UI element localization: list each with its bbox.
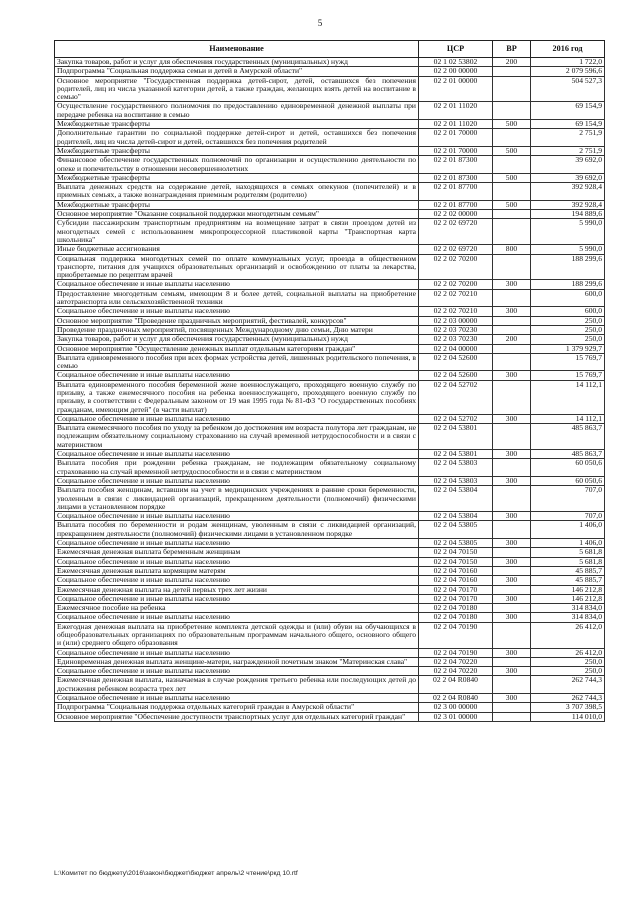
row-name-cell: Финансовое обеспечение государственных полномочий по организации и осуществлению деятельности по опеке и попечительству в отношении несовершеннолетних xyxy=(55,156,419,174)
row-sum-cell: 2 751,9 xyxy=(531,146,605,155)
table-row xyxy=(55,576,605,585)
row-vr-cell: 300 xyxy=(493,594,531,603)
row-sum-cell: 188 299,6 xyxy=(531,254,605,280)
table-row xyxy=(55,289,605,307)
row-vr-cell xyxy=(493,210,531,219)
row-csr-cell: 02 2 04 53801 xyxy=(419,450,493,459)
row-name-cell: Социальное обеспечение и иные выплаты населению xyxy=(55,576,419,585)
table-row xyxy=(55,380,605,414)
row-sum-cell: 114 010,0 xyxy=(531,712,605,721)
row-sum-cell: 250,0 xyxy=(531,335,605,344)
header-csr: ЦСР xyxy=(419,41,493,58)
row-sum-cell: 69 154,9 xyxy=(531,120,605,129)
row-vr-cell: 300 xyxy=(493,539,531,548)
table-row xyxy=(55,371,605,380)
row-name-cell: Иные бюджетные ассигнования xyxy=(55,245,419,254)
row-name-cell: Выплата денежных средств на содержание детей, находящихся в семьях опекунов (попечителей) и в приемных семьях, а также вознаграждения приемным родителям (родителю) xyxy=(55,183,419,201)
row-csr-cell: 02 2 04 70190 xyxy=(419,648,493,657)
row-csr-cell: 02 2 04 53805 xyxy=(419,521,493,539)
row-name-cell: Ежемесячная денежная выплата на детей первых трех лет жизни xyxy=(55,585,419,594)
row-sum-cell: 146 212,8 xyxy=(531,594,605,603)
row-name-cell: Основное мероприятие "Государственная поддержка детей-сирот, детей, оставшихся без попечения родителей, лиц из числа указанной категории детей, а также граждан, желающих взять детей на воспитание в семью" xyxy=(55,76,419,102)
row-csr-cell: 02 2 04 53803 xyxy=(419,476,493,485)
row-sum-cell: 250,0 xyxy=(531,667,605,676)
table-row xyxy=(55,712,605,721)
row-sum-cell: 485 863,7 xyxy=(531,450,605,459)
row-name-cell: Проведение праздничных мероприятий, посвященных Международному дню семьи, Дню матери xyxy=(55,325,419,334)
page-number: 5 xyxy=(317,18,323,28)
row-csr-cell: 02 2 04 70180 xyxy=(419,613,493,622)
row-vr-cell xyxy=(493,548,531,557)
row-name-cell: Межбюджетные трансферты xyxy=(55,173,419,182)
row-vr-cell xyxy=(493,254,531,280)
row-csr-cell: 02 2 02 69720 xyxy=(419,219,493,245)
table-row xyxy=(55,156,605,174)
row-vr-cell xyxy=(493,703,531,712)
row-csr-cell: 02 3 00 00000 xyxy=(419,703,493,712)
row-csr-cell: 02 2 01 11020 xyxy=(419,102,493,120)
row-vr-cell xyxy=(493,219,531,245)
row-name-cell: Осуществление государственного полномочия по предоставлению единовременной денежной выплаты при передаче ребенка на воспитание в семью xyxy=(55,102,419,120)
row-sum-cell: 250,0 xyxy=(531,657,605,666)
row-csr-cell: 02 2 04 70150 xyxy=(419,557,493,566)
row-vr-cell: 300 xyxy=(493,648,531,657)
row-sum-cell: 392 928,4 xyxy=(531,200,605,209)
row-sum-cell: 2 751,9 xyxy=(531,129,605,147)
row-sum-cell: 262 744,3 xyxy=(531,676,605,694)
budget-table xyxy=(54,40,605,722)
row-vr-cell xyxy=(493,183,531,201)
row-name-cell: Ежемесячная денежная выплата кормящим матерям xyxy=(55,566,419,575)
row-sum-cell: 262 744,3 xyxy=(531,694,605,703)
row-vr-cell: 300 xyxy=(493,613,531,622)
row-name-cell: Социальное обеспечение и иные выплаты населению xyxy=(55,307,419,316)
row-name-cell: Выплата пособия при рождении ребенка гражданам, не подлежащим обязательному социальному страхованию на случай временной нетрудоспособности и в связи с материнством xyxy=(55,459,419,477)
row-name-cell: Социальное обеспечение и иные выплаты населению xyxy=(55,539,419,548)
row-sum-cell: 2 079 596,6 xyxy=(531,67,605,76)
row-vr-cell: 300 xyxy=(493,694,531,703)
row-csr-cell: 02 2 02 70210 xyxy=(419,289,493,307)
row-sum-cell: 250,0 xyxy=(531,325,605,334)
row-vr-cell xyxy=(493,459,531,477)
row-vr-cell: 300 xyxy=(493,450,531,459)
row-name-cell: Выплата пособия женщинам, вставшим на учет в медицинских учреждениях в ранние сроки беременности, уволенным в связи с ликвидацией организаций, прекращением деятельности (полномочий) физическими лицами в установленном порядке xyxy=(55,486,419,512)
row-csr-cell: 02 3 01 00000 xyxy=(419,712,493,721)
row-vr-cell xyxy=(493,289,531,307)
row-sum-cell: 14 112,1 xyxy=(531,414,605,423)
row-sum-cell: 188 299,6 xyxy=(531,280,605,289)
row-vr-cell: 300 xyxy=(493,576,531,585)
row-name-cell: Социальное обеспечение и иные выплаты населению xyxy=(55,476,419,485)
row-name-cell: Основное мероприятие "Оказание социальной поддержки многодетным семьям" xyxy=(55,210,419,219)
row-sum-cell: 600,0 xyxy=(531,307,605,316)
row-vr-cell xyxy=(493,316,531,325)
table-row xyxy=(55,307,605,316)
row-name-cell: Дополнительные гарантии по социальной поддержке детей-сирот и детей, оставшихся без попечения родителей, лиц из числа детей-сирот и детей, оставшихся без попечения родителей xyxy=(55,129,419,147)
table-row xyxy=(55,613,605,622)
row-vr-cell: 500 xyxy=(493,200,531,209)
row-name-cell: Социальное обеспечение и иные выплаты населению xyxy=(55,371,419,380)
row-vr-cell: 200 xyxy=(493,58,531,67)
row-csr-cell: 02 2 04 53804 xyxy=(419,512,493,521)
row-vr-cell: 300 xyxy=(493,280,531,289)
row-sum-cell: 314 834,0 xyxy=(531,604,605,613)
row-sum-cell: 1 406,0 xyxy=(531,521,605,539)
table-row xyxy=(55,521,605,539)
table-row xyxy=(55,486,605,512)
row-vr-cell: 800 xyxy=(493,245,531,254)
row-csr-cell: 02 2 04 R0840 xyxy=(419,676,493,694)
row-name-cell: Социальное обеспечение и иные выплаты населению xyxy=(55,594,419,603)
table-row xyxy=(55,76,605,102)
row-csr-cell: 02 2 01 87700 xyxy=(419,200,493,209)
row-name-cell: Социальное обеспечение и иные выплаты населению xyxy=(55,694,419,703)
table-row xyxy=(55,67,605,76)
table-row xyxy=(55,353,605,371)
row-name-cell: Социальное обеспечение и иные выплаты населению xyxy=(55,648,419,657)
row-vr-cell: 300 xyxy=(493,414,531,423)
table-row xyxy=(55,219,605,245)
row-vr-cell xyxy=(493,76,531,102)
row-vr-cell: 500 xyxy=(493,173,531,182)
row-sum-cell: 45 885,7 xyxy=(531,566,605,575)
row-name-cell: Закупка товаров, работ и услуг для обеспечения государственных (муниципальных) нужд xyxy=(55,335,419,344)
table-row xyxy=(55,335,605,344)
row-vr-cell xyxy=(493,521,531,539)
row-csr-cell: 02 2 04 53805 xyxy=(419,539,493,548)
row-csr-cell: 02 2 01 70000 xyxy=(419,146,493,155)
header-vr: ВР xyxy=(493,41,531,58)
row-csr-cell: 02 2 01 70000 xyxy=(419,129,493,147)
row-sum-cell: 60 050,6 xyxy=(531,476,605,485)
row-vr-cell: 300 xyxy=(493,476,531,485)
table-row xyxy=(55,254,605,280)
row-csr-cell: 02 2 04 52600 xyxy=(419,371,493,380)
row-csr-cell: 02 2 01 11020 xyxy=(419,120,493,129)
row-csr-cell: 02 2 01 87700 xyxy=(419,183,493,201)
row-sum-cell: 15 769,7 xyxy=(531,371,605,380)
table-row xyxy=(55,129,605,147)
table-row xyxy=(55,676,605,694)
row-vr-cell xyxy=(493,424,531,450)
row-csr-cell: 02 2 04 70170 xyxy=(419,594,493,603)
row-sum-cell: 504 527,3 xyxy=(531,76,605,102)
row-csr-cell: 02 2 02 69720 xyxy=(419,245,493,254)
row-name-cell: Выплата ежемесячного пособия по уходу за ребенком до достижения им возраста полутора лет гражданам, не подлежащим обязательному социальному страхованию на случай временной нетрудоспособности и в связи с материнством xyxy=(55,424,419,450)
row-name-cell: Основное мероприятие "Проведение праздничных мероприятий, фестивалей, конкурсов" xyxy=(55,316,419,325)
row-sum-cell: 707,0 xyxy=(531,512,605,521)
row-csr-cell: 02 2 04 70160 xyxy=(419,576,493,585)
row-csr-cell: 02 2 04 70220 xyxy=(419,657,493,666)
row-sum-cell: 1 406,0 xyxy=(531,539,605,548)
row-sum-cell: 1 722,0 xyxy=(531,58,605,67)
row-vr-cell: 300 xyxy=(493,667,531,676)
row-sum-cell: 250,0 xyxy=(531,316,605,325)
row-sum-cell: 5 681,8 xyxy=(531,557,605,566)
table-row xyxy=(55,344,605,353)
row-name-cell: Межбюджетные трансферты xyxy=(55,200,419,209)
row-csr-cell: 02 2 04 70150 xyxy=(419,548,493,557)
row-csr-cell: 02 2 02 70210 xyxy=(419,307,493,316)
row-csr-cell: 02 1 02 53802 xyxy=(419,58,493,67)
row-sum-cell: 392 928,4 xyxy=(531,183,605,201)
row-csr-cell: 02 2 01 87300 xyxy=(419,156,493,174)
row-name-cell: Социальное обеспечение и иные выплаты населению xyxy=(55,613,419,622)
row-csr-cell: 02 2 04 R0840 xyxy=(419,694,493,703)
row-csr-cell: 02 2 04 52702 xyxy=(419,414,493,423)
row-vr-cell: 300 xyxy=(493,557,531,566)
row-vr-cell: 300 xyxy=(493,307,531,316)
row-name-cell: Ежемесячное пособие на ребенка xyxy=(55,604,419,613)
row-csr-cell: 02 2 03 00000 xyxy=(419,316,493,325)
row-name-cell: Социальное обеспечение и иные выплаты населению xyxy=(55,557,419,566)
row-csr-cell: 02 2 04 53801 xyxy=(419,424,493,450)
row-sum-cell: 14 112,1 xyxy=(531,380,605,414)
table-row xyxy=(55,102,605,120)
row-sum-cell: 314 834,0 xyxy=(531,613,605,622)
table-row xyxy=(55,316,605,325)
row-name-cell: Ежемесячная денежная выплата беременным женщинам xyxy=(55,548,419,557)
row-sum-cell: 39 692,0 xyxy=(531,156,605,174)
table-header-row xyxy=(55,41,605,58)
row-vr-cell: 300 xyxy=(493,512,531,521)
row-sum-cell: 485 863,7 xyxy=(531,424,605,450)
row-sum-cell: 45 885,7 xyxy=(531,576,605,585)
row-name-cell: Социальное обеспечение и иные выплаты населению xyxy=(55,667,419,676)
row-vr-cell: 500 xyxy=(493,120,531,129)
row-csr-cell: 02 2 04 53803 xyxy=(419,459,493,477)
row-csr-cell: 02 2 04 53804 xyxy=(419,486,493,512)
row-sum-cell: 3 707 398,5 xyxy=(531,703,605,712)
row-name-cell: Социальная поддержка многодетных семей по оплате коммунальных услуг, проезда в общественном транспорте, питания для учащихся образовательных организаций и освобождению от платы за лекарства, приобретаемые по рецептам врачей xyxy=(55,254,419,280)
table-row xyxy=(55,245,605,254)
row-csr-cell: 02 2 04 70160 xyxy=(419,566,493,575)
row-sum-cell: 5 990,0 xyxy=(531,245,605,254)
header-name: Наименование xyxy=(55,41,419,58)
row-name-cell: Межбюджетные трансферты xyxy=(55,120,419,129)
row-vr-cell xyxy=(493,585,531,594)
row-vr-cell xyxy=(493,676,531,694)
row-name-cell: Подпрограмма "Социальная поддержка семьи и детей в Амурской области" xyxy=(55,67,419,76)
table-body xyxy=(55,58,605,722)
table-row xyxy=(55,459,605,477)
row-name-cell: Основное мероприятие "Обеспечение доступности транспортных услуг для отдельных категорий граждан" xyxy=(55,712,419,721)
row-vr-cell xyxy=(493,67,531,76)
table-row xyxy=(55,703,605,712)
row-sum-cell: 69 154,9 xyxy=(531,102,605,120)
row-csr-cell: 02 2 02 70200 xyxy=(419,254,493,280)
row-name-cell: Выплата единовременного пособия при всех формах устройства детей, лишенных родительского попечения, в семью xyxy=(55,353,419,371)
row-sum-cell: 26 412,0 xyxy=(531,622,605,648)
row-vr-cell xyxy=(493,156,531,174)
row-vr-cell: 200 xyxy=(493,335,531,344)
row-vr-cell xyxy=(493,712,531,721)
row-name-cell: Основное мероприятие "Осуществление денежных выплат отдельным категориям граждан" xyxy=(55,344,419,353)
row-csr-cell: 02 2 04 70190 xyxy=(419,622,493,648)
row-vr-cell: 300 xyxy=(493,371,531,380)
row-csr-cell: 02 2 04 70180 xyxy=(419,604,493,613)
row-sum-cell: 5 990,0 xyxy=(531,219,605,245)
row-sum-cell: 60 050,6 xyxy=(531,459,605,477)
table-row xyxy=(55,548,605,557)
table-row xyxy=(55,622,605,648)
table-row xyxy=(55,648,605,657)
row-name-cell: Выплата пособия по беременности и родам женщинам, уволенным в связи с ликвидацией организаций, прекращением деятельности (полномочий) физическими лицами в установленном порядке xyxy=(55,521,419,539)
row-csr-cell: 02 2 01 87300 xyxy=(419,173,493,182)
row-sum-cell: 600,0 xyxy=(531,289,605,307)
row-csr-cell: 02 2 04 52702 xyxy=(419,380,493,414)
row-csr-cell: 02 2 01 00000 xyxy=(419,76,493,102)
row-csr-cell: 02 2 00 00000 xyxy=(419,67,493,76)
table-row xyxy=(55,280,605,289)
row-name-cell: Выплата единовременного пособия беременной жене военнослужащего, проходящего военную службу по призыву, а также ежемесячного пособия на ребенка военнослужащего, проходящего военную службу по призыву, в соответствии с Федеральным законом от 19 мая 1995 года № 81-ФЗ "О государственных пособиях гражданам, имеющим детей" (в части выплат) xyxy=(55,380,419,414)
file-path-footer: L:\Комитет по бюджету\2016\закон\бюджет\бюджет апрель\2 чтение\ркд 10.rtf xyxy=(54,870,298,877)
header-year: 2016 год xyxy=(531,41,605,58)
row-vr-cell xyxy=(493,102,531,120)
row-csr-cell: 02 2 04 70170 xyxy=(419,585,493,594)
row-name-cell: Ежегодная денежная выплата на приобретение комплекта детской одежды и (или) обуви на обучающихся в общеобразовательных организациях по образовательным программам начального общего, основного общего и (или) среднего общего образования xyxy=(55,622,419,648)
row-name-cell: Социальное обеспечение и иные выплаты населению xyxy=(55,512,419,521)
row-csr-cell: 02 2 04 00000 xyxy=(419,344,493,353)
row-vr-cell xyxy=(493,353,531,371)
table-row xyxy=(55,424,605,450)
row-sum-cell: 1 379 929,7 xyxy=(531,344,605,353)
row-name-cell: Закупка товаров, работ и услуг для обеспечения государственных (муниципальных) нужд xyxy=(55,58,419,67)
row-vr-cell xyxy=(493,129,531,147)
row-name-cell: Предоставление многодетным семьям, имеющим 8 и более детей, социальной выплаты на приобретение автотранспорта или сельскохозяйственной техники xyxy=(55,289,419,307)
row-sum-cell: 39 692,0 xyxy=(531,173,605,182)
row-vr-cell xyxy=(493,380,531,414)
row-csr-cell: 02 2 02 00000 xyxy=(419,210,493,219)
row-sum-cell: 194 889,6 xyxy=(531,210,605,219)
row-name-cell: Субсидии пассажирским транспортным предприятиям на возмещение затрат в связи проездом детей из многодетных семей с использованием микропроцессорной пластиковой карты "Транспортная карта школьника" xyxy=(55,219,419,245)
row-name-cell: Социальное обеспечение и иные выплаты населению xyxy=(55,280,419,289)
row-name-cell: Подпрограмма "Социальная поддержка отдельных категорий граждан в Амурской области" xyxy=(55,703,419,712)
row-vr-cell: 500 xyxy=(493,146,531,155)
row-name-cell: Социальное обеспечение и иные выплаты населению xyxy=(55,414,419,423)
row-csr-cell: 02 2 02 70200 xyxy=(419,280,493,289)
row-vr-cell xyxy=(493,344,531,353)
row-vr-cell xyxy=(493,622,531,648)
row-sum-cell: 707,0 xyxy=(531,486,605,512)
row-sum-cell: 15 769,7 xyxy=(531,353,605,371)
row-name-cell: Социальное обеспечение и иные выплаты населению xyxy=(55,450,419,459)
row-vr-cell xyxy=(493,486,531,512)
row-sum-cell: 146 212,8 xyxy=(531,585,605,594)
row-name-cell: Межбюджетные трансферты xyxy=(55,146,419,155)
row-name-cell: Единовременная денежная выплата женщине-матери, награжденной почетным знаком "Материнская слава" xyxy=(55,657,419,666)
row-sum-cell: 26 412,0 xyxy=(531,648,605,657)
row-csr-cell: 02 2 03 70230 xyxy=(419,325,493,334)
row-csr-cell: 02 2 04 52600 xyxy=(419,353,493,371)
table-row xyxy=(55,585,605,594)
table-row xyxy=(55,183,605,201)
row-sum-cell: 5 681,8 xyxy=(531,548,605,557)
row-csr-cell: 02 2 03 70230 xyxy=(419,335,493,344)
row-name-cell: Ежемесячная денежная выплата, назначаемая в случае рождения третьего ребенка или последующих детей до достижения ребенком возраста трех лет xyxy=(55,676,419,694)
row-csr-cell: 02 2 04 70220 xyxy=(419,667,493,676)
